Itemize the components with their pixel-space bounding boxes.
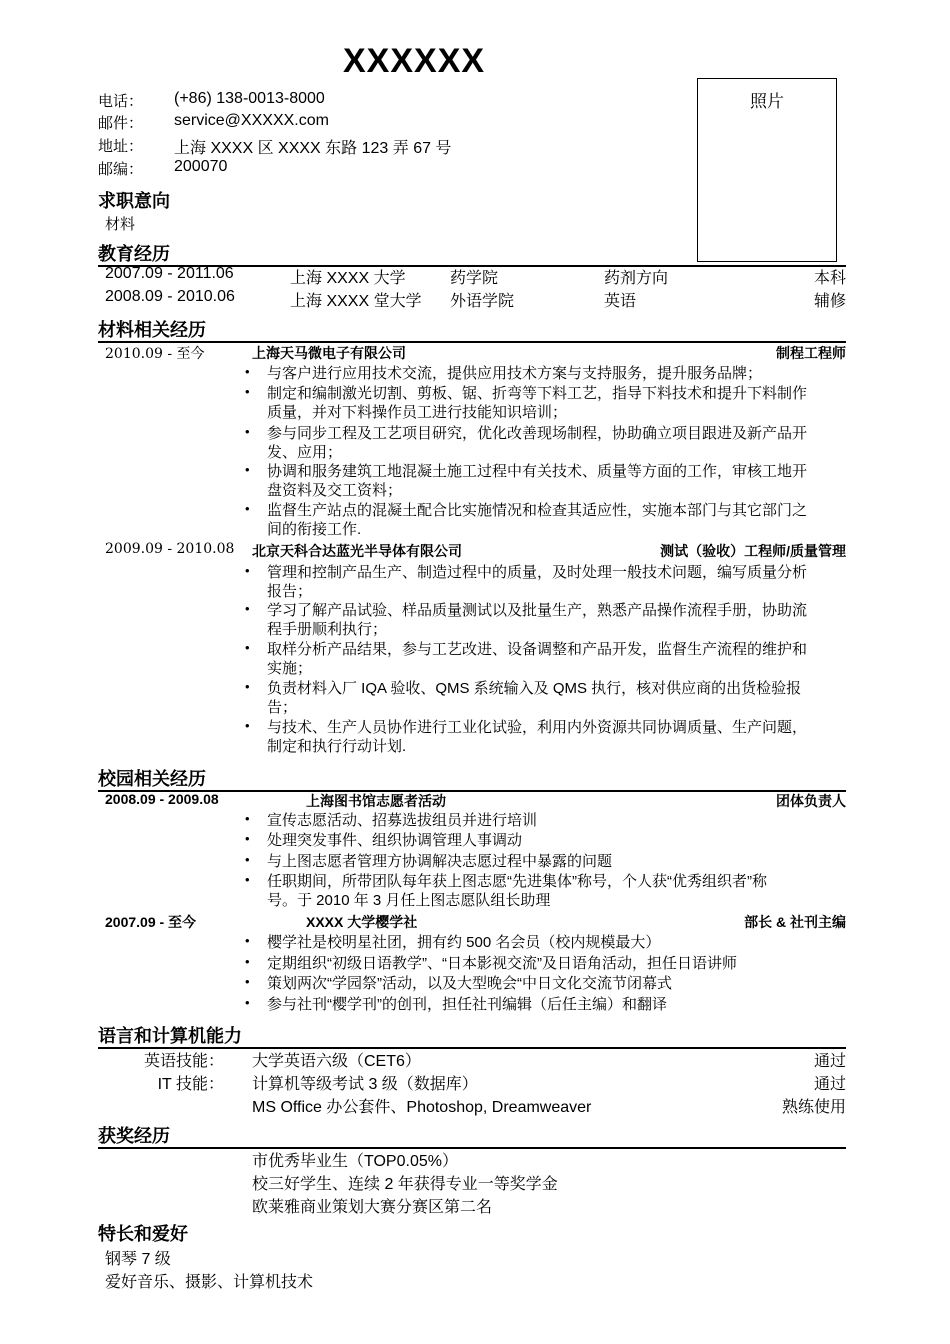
edu-date: 2008.09 - 2010.06 (105, 288, 235, 305)
contact-label: 邮件： (98, 114, 144, 132)
section-title: 校园相关经历 (98, 769, 206, 789)
job-role: 测试（验收）工程师/质量管理 (660, 543, 846, 559)
resume-name: XXXXXX (343, 42, 486, 80)
award-item: 欧莱雅商业策划大赛分赛区第二名 (252, 1199, 493, 1216)
job-date: 2009.09 - 2010.08 (105, 541, 235, 557)
section-hobbies (98, 1220, 846, 1246)
skill-value: 大学英语六级（CET6） (252, 1053, 421, 1070)
campus-date: 2008.09 - 2009.08 (105, 791, 219, 807)
photo-label: 照片 (750, 92, 784, 112)
section-title: 求职意向 (98, 191, 170, 211)
job-company: 北京天科合达蓝光半导体有限公司 (252, 543, 462, 559)
section-campus (98, 765, 846, 791)
contact-label: 邮编： (98, 160, 144, 178)
edu-major: 药剂方向 (604, 270, 669, 287)
campus-org: 上海图书馆志愿者活动 (306, 793, 446, 809)
section-education (98, 240, 846, 266)
edu-faculty: 药学院 (450, 270, 499, 287)
section-skills (98, 1022, 846, 1048)
contact-value: service@XXXXX.com (174, 112, 329, 129)
edu-degree: 本科 (813, 270, 846, 287)
skill-level: 通过 (813, 1076, 846, 1093)
skill-level: 通过 (813, 1053, 846, 1070)
campus-date: 2007.09 - 至今 (105, 914, 197, 930)
hobby-item: 钢琴 7 级 (105, 1251, 171, 1268)
contact-value: 200070 (174, 158, 228, 175)
hobby-item: 爱好音乐、摄影、计算机技术 (105, 1274, 314, 1291)
section-title: 材料相关经历 (98, 320, 206, 340)
skill-label: IT 技能： (157, 1076, 224, 1093)
section-objective (98, 187, 846, 213)
section-title: 教育经历 (98, 244, 170, 264)
photo-box (697, 78, 837, 262)
contact-label: 电话： (98, 92, 144, 110)
edu-school: 上海 XXXX 堂大学 (290, 293, 422, 310)
section-title: 获奖经历 (98, 1126, 170, 1146)
campus-org: XXXX 大学樱学社 (306, 914, 418, 930)
skill-label: 英语技能： (143, 1053, 224, 1070)
job-role: 制程工程师 (776, 345, 846, 361)
edu-date: 2007.09 - 2011.06 (105, 265, 234, 282)
skill-value: 计算机等级考试 3 级（数据库） (252, 1076, 478, 1093)
job-date: 2010.09 - 至今 (105, 346, 205, 362)
skill-level: 熟练使用 (781, 1099, 846, 1116)
objective-value: 材料 (105, 215, 136, 233)
section-work (98, 316, 846, 342)
section-title: 特长和爱好 (98, 1224, 188, 1244)
award-item: 校三好学生、连续 2 年获得专业一等奖学金 (252, 1176, 558, 1193)
section-awards (98, 1122, 846, 1148)
campus-role: 团体负责人 (776, 793, 846, 809)
section-title: 语言和计算机能力 (98, 1026, 242, 1046)
edu-major: 英语 (604, 293, 637, 310)
campus-role: 部长 & 社刊主编 (744, 914, 846, 930)
job-company: 上海天马微电子有限公司 (252, 345, 406, 361)
section-divider (98, 1147, 846, 1149)
edu-school: 上海 XXXX 大学 (290, 270, 406, 287)
contact-label: 地址： (98, 137, 144, 155)
contact-value: 上海 XXXX 区 XXXX 东路 123 弄 67 号 (174, 140, 452, 157)
award-item: 市优秀毕业生（TOP0.05%） (252, 1153, 458, 1170)
edu-faculty: 外语学院 (450, 293, 515, 310)
contact-value: (+86) 138-0013-8000 (174, 90, 325, 107)
skill-value: MS Office 办公套件、Photoshop, Dreamweaver (252, 1099, 592, 1116)
edu-degree: 辅修 (813, 293, 846, 310)
